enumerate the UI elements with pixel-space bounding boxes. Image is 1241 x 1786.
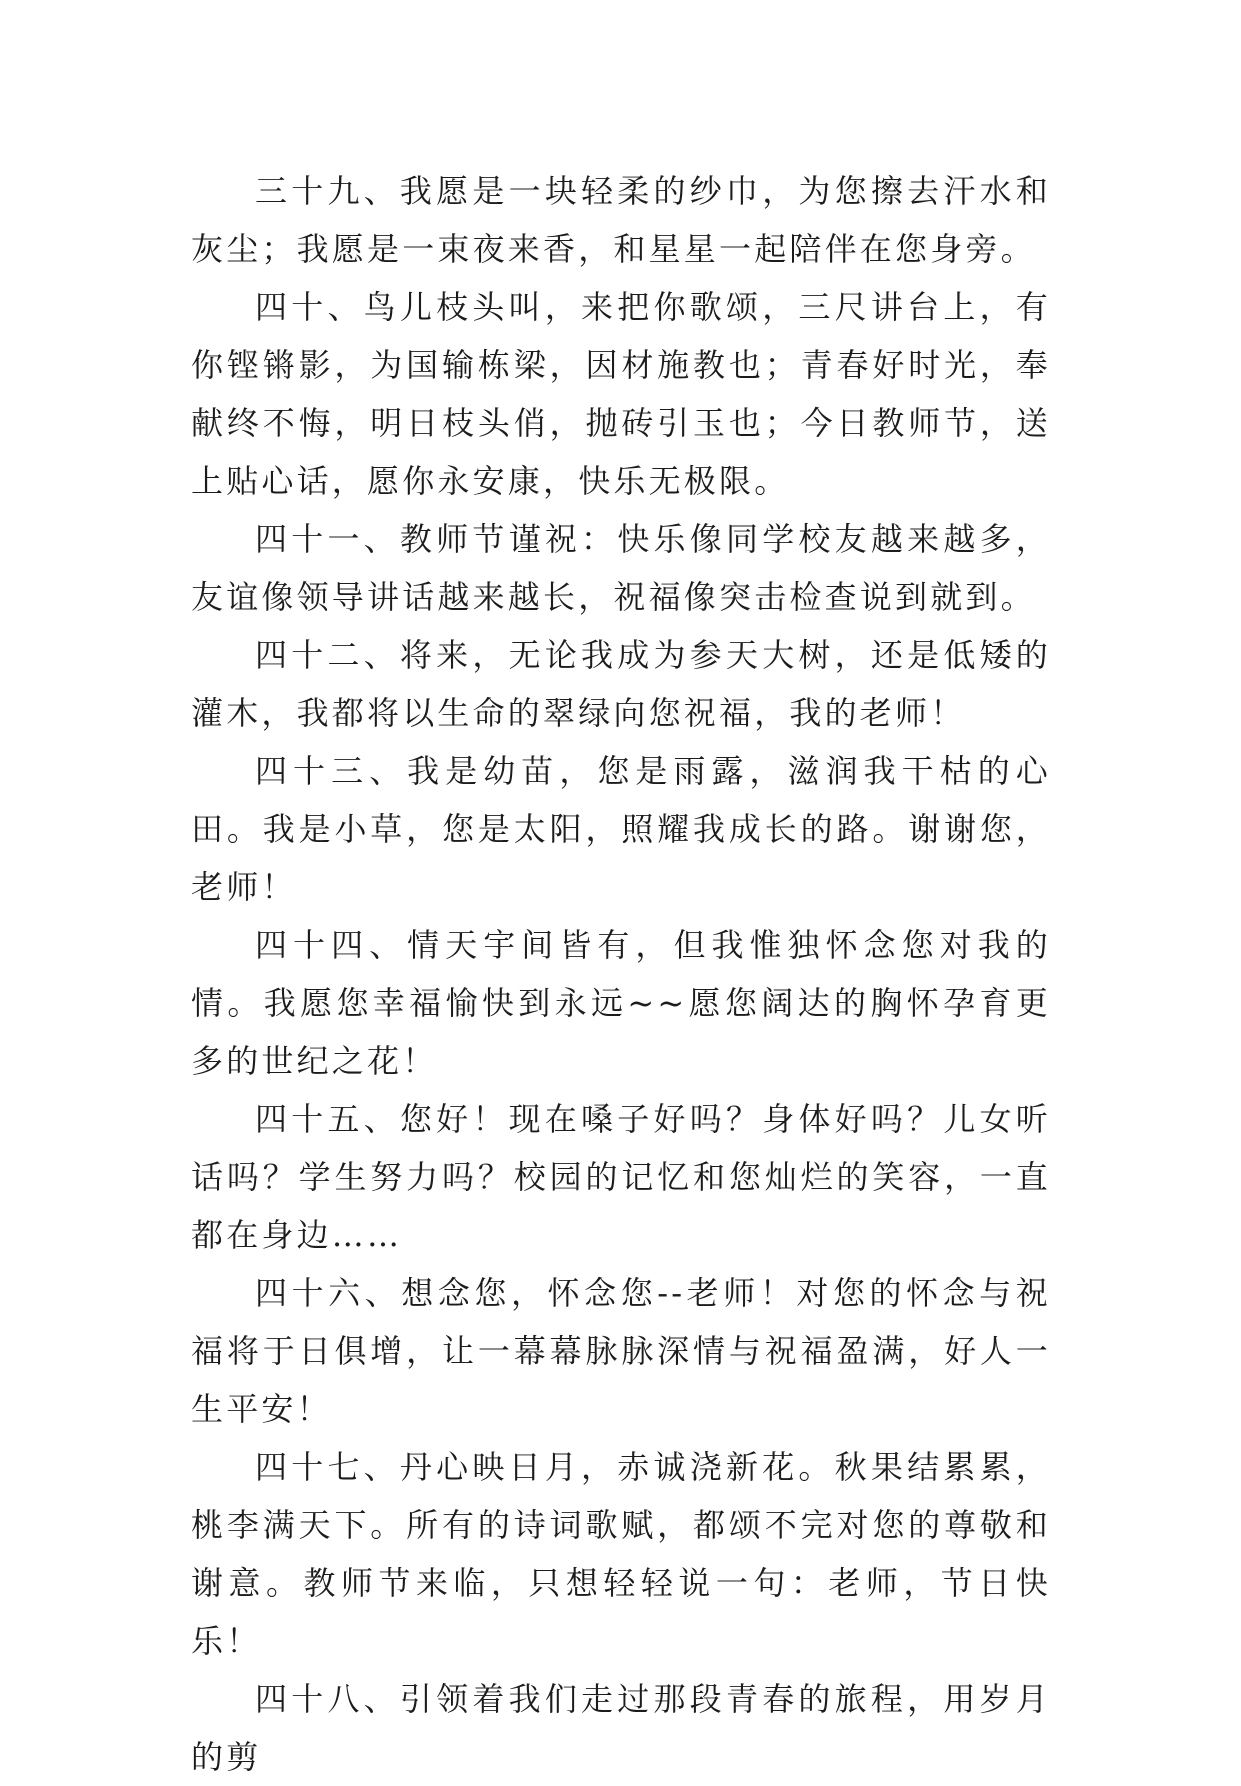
paragraph-45: 四十五、您好！现在嗓子好吗？身体好吗？儿女听话吗？学生努力吗？校园的记忆和您灿烂的笑容，一直都在身边…… [191, 1100, 1051, 1254]
document-body [191, 162, 1051, 1786]
paragraph-48: 四十八、引领着我们走过那段青春的旅程，用岁月的剪 [191, 1680, 1051, 1776]
paragraph-46: 四十六、想念您，怀念您--老师！对您的怀念与祝福将于日俱增，让一幕幕脉脉深情与祝福盈满，好人一生平安！ [191, 1274, 1051, 1428]
paragraph-41: 四十一、教师节谨祝：快乐像同学校友越来越多，友谊像领导讲话越来越长，祝福像突击检查说到就到。 [191, 520, 1051, 616]
paragraph-43: 四十三、我是幼苗，您是雨露，滋润我干枯的心田。我是小草，您是太阳，照耀我成长的路。谢谢您，老师！ [191, 752, 1051, 906]
paragraph-44: 四十四、情天宇间皆有，但我惟独怀念您对我的情。我愿您幸福愉快到永远~~愿您阔达的胸怀孕育更多的世纪之花！ [191, 926, 1051, 1080]
paragraph-47: 四十七、丹心映日月，赤诚浇新花。秋果结累累，桃李满天下。所有的诗词歌赋，都颂不完对您的尊敬和谢意。教师节来临，只想轻轻说一句：老师，节日快乐！ [191, 1448, 1051, 1660]
paragraph-39: 三十九、我愿是一块轻柔的纱巾，为您擦去汗水和灰尘；我愿是一束夜来香，和星星一起陪伴在您身旁。 [191, 172, 1051, 268]
paragraph-42: 四十二、将来，无论我成为参天大树，还是低矮的灌木，我都将以生命的翠绿向您祝福，我的老师！ [191, 636, 1051, 732]
paragraph-40: 四十、鸟儿枝头叫，来把你歌颂，三尺讲台上，有你铿锵影，为国输栋梁，因材施教也；青春好时光，奉献终不悔，明日枝头俏，抛砖引玉也；今日教师节，送上贴心话，愿你永安康，快乐无极限。 [191, 288, 1051, 500]
